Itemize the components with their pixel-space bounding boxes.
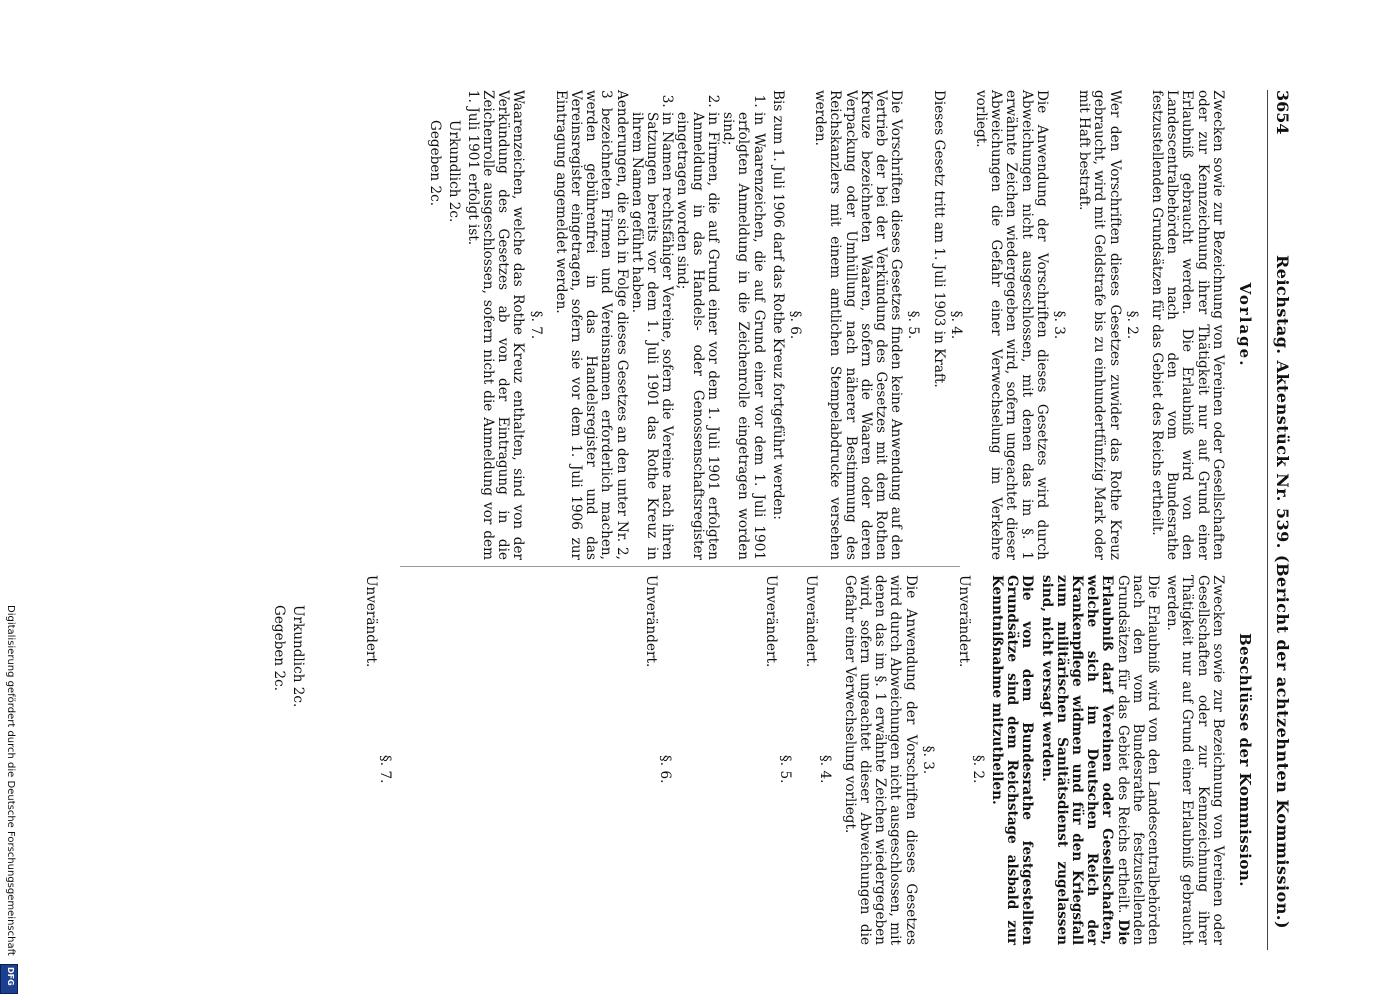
section-4-text: Dieses Gesetz tritt am 1. Juli 1903 in Kraft. <box>930 90 947 388</box>
right-column-beschluesse <box>271 575 1258 945</box>
section-4-heading: §. 4. <box>816 755 833 784</box>
intro-paragraph: Zwecken sowie zur Bezeichnung von Vereinen oder Gesellschaften oder zur Kennzeichnung ihrer Thätigkeit nur auf Grund einer Erlaubniß gebraucht werden. <box>1164 575 1226 945</box>
section-5-row <box>678 575 798 945</box>
page-title: Reichstag. Aktenstück Nr. 539. (Bericht der achtzehnten Kommission.) <box>1273 255 1292 930</box>
list-item: 3. in Namen rechtsfähiger Vereine, sofern die Vereine nach ihren Satzungen bereits vor dem 1. Juli 1901 das Rothe Kreuz in ihrem Namen geführt haben. <box>629 112 675 560</box>
section-2-row <box>945 575 985 945</box>
intro-paragraph: Zwecken sowie zur Bezeichnung von Vereinen oder Gesellschaften oder zur Kennzeichnung ihrer Thätigkeit nur auf Grund einer Erlaubniß gebraucht werden. Die Erlaubniß wird von den Landescentralbehörden nach den vom Bundesrathe festzustellenden Grundsätzen für das Gebiet des Reichs ertheilt. <box>1148 90 1226 560</box>
section-3-heading: §. 3. <box>1050 310 1067 340</box>
document-page <box>160 90 1290 950</box>
signature-line-1: Urkundlich 2c. <box>445 120 462 223</box>
section-6-list <box>629 90 766 560</box>
section-3-text: Die Anwendung der Vorschriften dieses Gesetzes wird durch Abweichungen nicht ausgeschlossen, mit denen das im §. 1 erwähnte Zeichen wiedergegeben wird, sofern ungeachtet dieser Abweichungen die Gefahr einer Verwechselung vorliegt. <box>841 575 919 945</box>
section-6-after: Aenderungen, die sich in Folge dieses Gesetzes an den unter Nr. 2, 3 bezeichneten Firmen und Vereinsnamen erforderlich machen, werden gebührenfrei in das Handelsregister und das Vereinsregister eingetragen, sofern sie vor dem 1. Juli 1906 zur Eintragung angemeldet werden. <box>552 90 630 560</box>
section-6-heading: §. 6. <box>656 755 673 784</box>
intro-bold-paragraph: Die von dem Bundesrathe festgestellten Grundsätze sind dem Reichstage alsbald zur Kenntnißnahme mitzutheilen. <box>988 575 1036 945</box>
section-6-row <box>398 575 678 945</box>
list-item: 2. in Firmen, die auf Grund einer vor dem 1. Juli 1901 erfolgten Anmeldung in das Handels- oder Genossenschaftsregister eingetragen worden sind; <box>674 112 720 560</box>
section-7-heading: §. 7. <box>527 310 544 340</box>
unchanged-label: Unverändert. <box>955 575 972 668</box>
unchanged-label: Unverändert. <box>362 575 379 668</box>
intro-paragraph <box>1038 575 1160 945</box>
section-6-heading: §. 6. <box>786 310 803 340</box>
section-5-heading: §. 5. <box>905 310 922 340</box>
section-4-heading: §. 4. <box>947 310 964 340</box>
section-7-heading: §. 7. <box>376 755 393 784</box>
intro-bold-text: Die Erlaubniß darf Vereinen oder Gesellschaften, welche sich im Deutschen Reich der Krankenpflege widmen und für den Kriegsfall zum militärischen Sanitätsdienst zugelassen sind, nicht versagt werden. <box>1038 575 1131 945</box>
unchanged-label: Unverändert. <box>802 575 819 668</box>
left-column-title: Vorlage. <box>1236 282 1254 368</box>
section-4-row <box>798 575 838 945</box>
right-column-title: Beschlüsse der Kommission. <box>1236 633 1254 887</box>
credit-text: Digitalisierung gefördert durch die Deutsche Forschungsgemeinschaft <box>5 605 16 956</box>
left-column-vorlage <box>427 90 1258 560</box>
column-divider <box>400 566 960 567</box>
dfg-logo <box>0 964 18 994</box>
page-number: 3654 <box>1273 90 1292 135</box>
logo-text: DFG <box>6 967 15 986</box>
section-3-text: Die Anwendung der Vorschriften dieses Gesetzes wird durch Abweichungen nicht ausgeschlossen, mit denen das im §. 1 erwähnte Zeichen wiedergegeben wird, sofern ungeachtet dieser Abweichungen die Gefahr einer Verwechselung im Verkehre vorliegt. <box>972 90 1050 560</box>
section-2-text: Wer den Vorschriften dieses Gesetzes zuwider das Rothe Kreuz gebraucht, wird mit Geldstrafe bis zu einhundertfünfzig Mark oder mit Haft bestraft. <box>1076 90 1123 560</box>
signature-line-2: Gegeben 2c. <box>427 120 444 207</box>
signature-line-2: Gegeben 2c. <box>271 605 288 692</box>
intro-text: Die Erlaubniß wird von den Landescentralbehörden nach den vom Bundesrathe festzustellenden Grundsätzen für das Gebiet des Reichs ertheilt. <box>1114 575 1161 945</box>
digitization-credit <box>2 605 16 1000</box>
section-2-heading: §. 2. <box>969 755 986 784</box>
section-7-text: Waarenzeichen, welche das Rothe Kreuz enthalten, sind von der Verkündung des Gesetzes ab von der Eintragung in die Zeichenrolle ausgeschlossen, sofern nicht die Anmeldung vor dem 1. Juli 1901 erfolgt ist. <box>464 90 527 560</box>
page-header <box>1267 90 1290 950</box>
signature-line-1: Urkundlich 2c. <box>289 605 306 708</box>
section-2-heading: §. 2. <box>1123 310 1140 340</box>
section-5-heading: §. 5. <box>776 755 793 784</box>
unchanged-label: Unverändert. <box>642 575 659 668</box>
section-6-text: Bis zum 1. Juli 1906 darf das Rothe Kreuz fortgeführt werden: <box>769 90 786 520</box>
unchanged-label: Unverändert. <box>762 575 779 668</box>
section-7-row <box>308 575 398 945</box>
list-item: 1. in Waarenzeichen, die auf Grund einer vor dem 1. Juli 1901 erfolgten Anmeldung in die Zeichenrolle eingetragen worden sind; <box>720 112 766 560</box>
section-5-text: Die Vorschriften dieses Gesetzes finden keine Anwendung auf den Vertrieb der bei der Verkündung des Gesetzes mit dem Rothen Kreuze bezeichneten Waaren, sofern die Waaren oder deren Verpackung oder Umhüllung nach näherer Bestimmung des Reichskanzlers mit einem amtlichen Stempelabdrucke versehen werden. <box>812 90 905 560</box>
section-3-heading: §. 3. <box>919 745 936 775</box>
